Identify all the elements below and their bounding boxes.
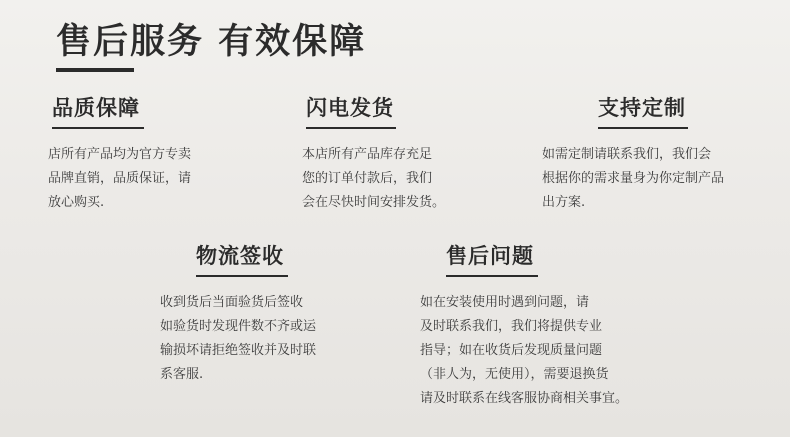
body-line: 品牌直销，品质保证，请: [48, 171, 192, 187]
service-block-shipping-title: 闪电发货: [306, 96, 394, 120]
body-line: 如验货时发现件数不齐或运: [160, 319, 317, 335]
body-line: 指导；如在收货后发现质量问题: [420, 343, 603, 359]
service-block-shipping-body: [298, 143, 498, 215]
body-line: 收到货后当面验货后签收: [160, 295, 304, 310]
service-block-quality: [44, 92, 244, 215]
service-block-logistics-body: [150, 291, 380, 387]
service-block-logistics: [150, 240, 380, 387]
service-block-quality-underline: [52, 127, 144, 129]
body-line: 如在安装使用时遇到问题，请: [420, 295, 590, 310]
service-block-logistics-underline: [196, 275, 288, 277]
service-block-quality-body: [44, 143, 244, 215]
service-block-shipping: [298, 92, 498, 215]
body-line: 本店所有产品库存充足: [302, 147, 433, 162]
body-line: 系客服.: [160, 367, 204, 383]
service-block-quality-title: 品质保障: [52, 96, 140, 120]
service-block-logistics-title: 物流签收: [196, 244, 284, 268]
service-block-custom: [540, 92, 755, 215]
page-title: 售后服务 有效保障: [56, 22, 367, 62]
service-block-custom-body: [540, 143, 755, 215]
body-line: 及时联系我们，我们将提供专业: [420, 319, 603, 335]
service-block-aftersale: [412, 240, 662, 411]
page-title-underline: [56, 68, 134, 72]
body-line: 出方案.: [542, 195, 586, 211]
body-line: 会在尽快时间安排发货。: [302, 195, 446, 211]
service-block-custom-underline: [598, 127, 688, 129]
service-block-aftersale-title: 售后问题: [446, 244, 534, 268]
body-line: 输损坏请拒绝签收并及时联: [160, 343, 317, 359]
service-block-aftersale-body: [412, 291, 662, 411]
body-line: 您的订单付款后，我们: [302, 171, 433, 187]
body-line: 请及时联系在线客服协商相关事宜。: [420, 391, 629, 407]
body-line: 如需定制请联系我们，我们会: [542, 147, 712, 162]
body-line: 店所有产品均为官方专卖: [48, 147, 192, 162]
service-block-custom-title: 支持定制: [598, 96, 686, 120]
service-block-shipping-underline: [306, 127, 396, 129]
body-line: 放心购买.: [48, 195, 105, 211]
body-line: 根据你的需求量身为你定制产品: [542, 171, 725, 187]
service-block-aftersale-underline: [446, 275, 538, 277]
body-line: （非人为，无使用），需要退换货: [420, 367, 609, 383]
